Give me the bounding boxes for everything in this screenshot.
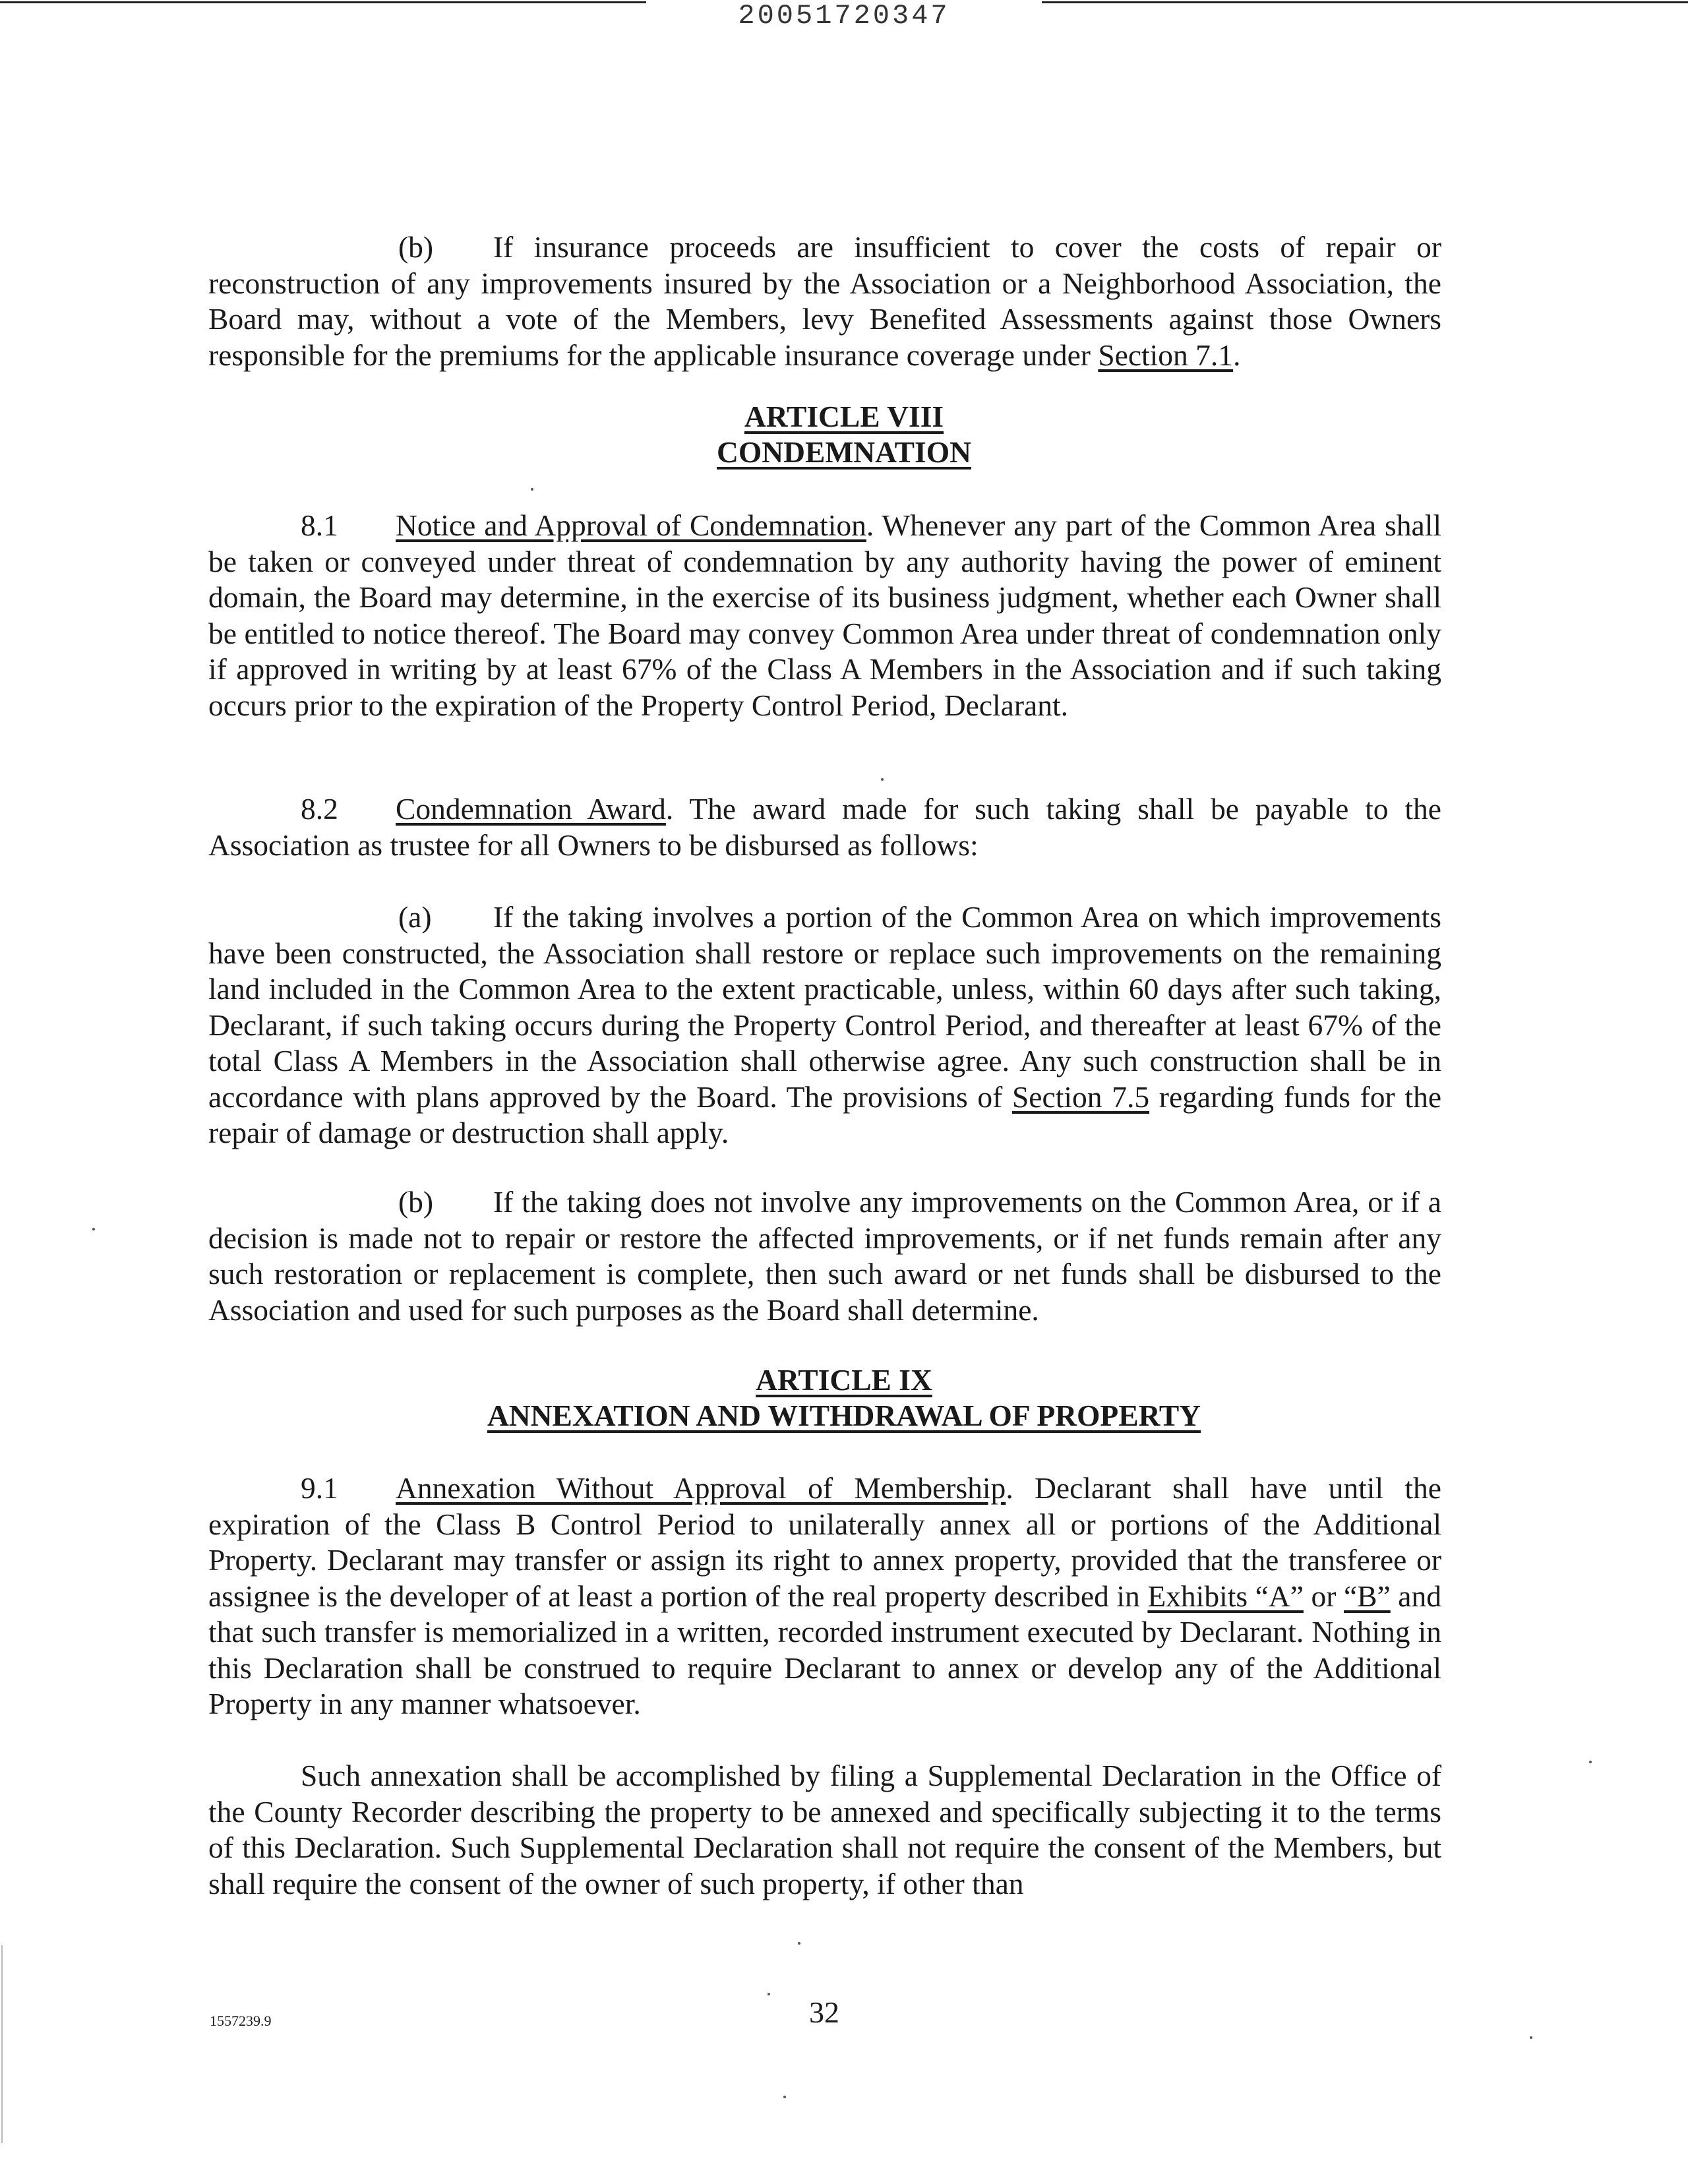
paragraph-text: If the taking does not involve any improvements on the Common Area, or if a decision is made not to repair or restore the affected improvements, or if net funds remain after any such restoration or replacement is complete, then such award or net funds shall be disbursed to the Association and used for such purposes as the Board shall determine. <box>208 1185 1441 1327</box>
section-8-2 <box>208 791 1441 863</box>
section-text: . The award made for such taking shall be payable to the Association as trustee for all Owners to be disbursed as follows: <box>208 792 1441 862</box>
paragraph-end: . <box>1233 338 1241 372</box>
article-8-number: ARTICLE VIII <box>744 400 944 433</box>
scan-speck <box>798 1942 800 1945</box>
article-9-title: ANNEXATION AND WITHDRAWAL OF PROPERTY <box>487 1399 1201 1432</box>
page-number: 32 <box>809 1995 839 2029</box>
document-code: 1557239.9 <box>210 2013 272 2029</box>
section-text-mid: or <box>1303 1579 1344 1613</box>
paragraph-number: (a) <box>398 900 432 934</box>
paragraph-end: regarding funds for the repair of damage or destruction shall apply. <box>208 1079 1442 1149</box>
section-number: 8.2 <box>301 792 338 826</box>
scan-speck <box>1530 2036 1532 2039</box>
scan-speck <box>783 2096 786 2098</box>
section-9-1 <box>208 1471 1441 1722</box>
section-title: Condemnation Award <box>396 792 666 826</box>
section-8-2-b <box>208 1184 1441 1328</box>
section-8-1 <box>208 508 1441 723</box>
article-9-number: ARTICLE IX <box>756 1363 932 1397</box>
section-reference: Section 7.5 <box>1012 1079 1150 1114</box>
paragraph-text: If the taking involves a portion of the Common Area on which improvements have been constructed, the Association shall restore or replace such improvements on the remaining land included in the Common Area to the extent practicable, unless, within 60 days after such taking, Declarant, if such taking occurs during the Property Control Period, and thereafter at least 67% of the total Class A Members in the Association shall otherwise agree. Any such construction shall be in accordance with plans approved by the Board. The provisions of <box>208 900 1441 1114</box>
section-title: Annexation Without Approval of Membership <box>396 1471 1006 1505</box>
paragraph-insurance-b <box>208 229 1441 373</box>
section-9-1-continuation <box>208 1758 1441 1902</box>
paragraph-number: (b) <box>398 1185 434 1219</box>
scan-speck <box>1589 1761 1592 1763</box>
section-text-end: and that such transfer is memorialized in a written, recorded instrument executed by Declarant. Nothing in this Declaration shall be construed to require Declarant to annex or develop any of the Additional Property in any manner whatsoever. <box>208 1579 1441 1720</box>
section-text: . Declarant shall have until the expiration of the Class B Control Period to unilaterally annex all or portions of the Additional Property. Declarant may transfer or assign its right to annex property, provided that the transferee or assignee is the developer of at least a portion of the real property described in <box>208 1471 1441 1613</box>
exhibit-reference-b: “B” <box>1343 1579 1391 1613</box>
section-number: 8.1 <box>301 508 338 542</box>
section-text: . Whenever any part of the Common Area shall be taken or conveyed under threat of condemnation by any authority having the power of eminent domain, the Board may determine, in the exercise of its business judgment, whether each Owner shall be entitled to notice thereof. The Board may convey Common Area under threat of condemnation only if approved in writing by at least 67% of the Class A Members in the Association and if such taking occurs prior to the expiration of the Property Control Period, Declarant. <box>208 508 1441 722</box>
scan-speck <box>768 1993 770 1995</box>
document-id: 20051720347 <box>738 0 950 32</box>
section-title: Notice and Approval of Condemnation <box>396 508 866 542</box>
paragraph-text: If insurance proceeds are insufficient to cover the costs of repair or reconstruction of any improvements insured by the Association or a Neighborhood Association, the Board may, without a vote of the Members, levy Benefited Assessments against those Owners responsible for the premiums for the applicable insurance coverage under <box>208 230 1441 372</box>
paragraph-text: Such annexation shall be accomplished by filing a Supplemental Declaration in the Office of the County Recorder describing the property to be annexed and specifically subjecting it to the terms of this Declaration. Such Supplemental Declaration shall not require the consent of the Members, but shall require the consent of the owner of such property, if other than <box>208 1759 1441 1900</box>
article-8-title: CONDEMNATION <box>717 435 971 469</box>
scan-speck <box>881 778 884 781</box>
section-8-2-a <box>208 899 1441 1151</box>
scan-edge-line <box>1 1945 3 2143</box>
scan-speck <box>92 1228 95 1230</box>
section-number: 9.1 <box>301 1471 338 1505</box>
exhibit-reference-a: Exhibits “A” <box>1147 1579 1304 1613</box>
scan-speck <box>531 488 533 491</box>
paragraph-number: (b) <box>398 230 434 264</box>
section-reference: Section 7.1 <box>1098 338 1234 372</box>
